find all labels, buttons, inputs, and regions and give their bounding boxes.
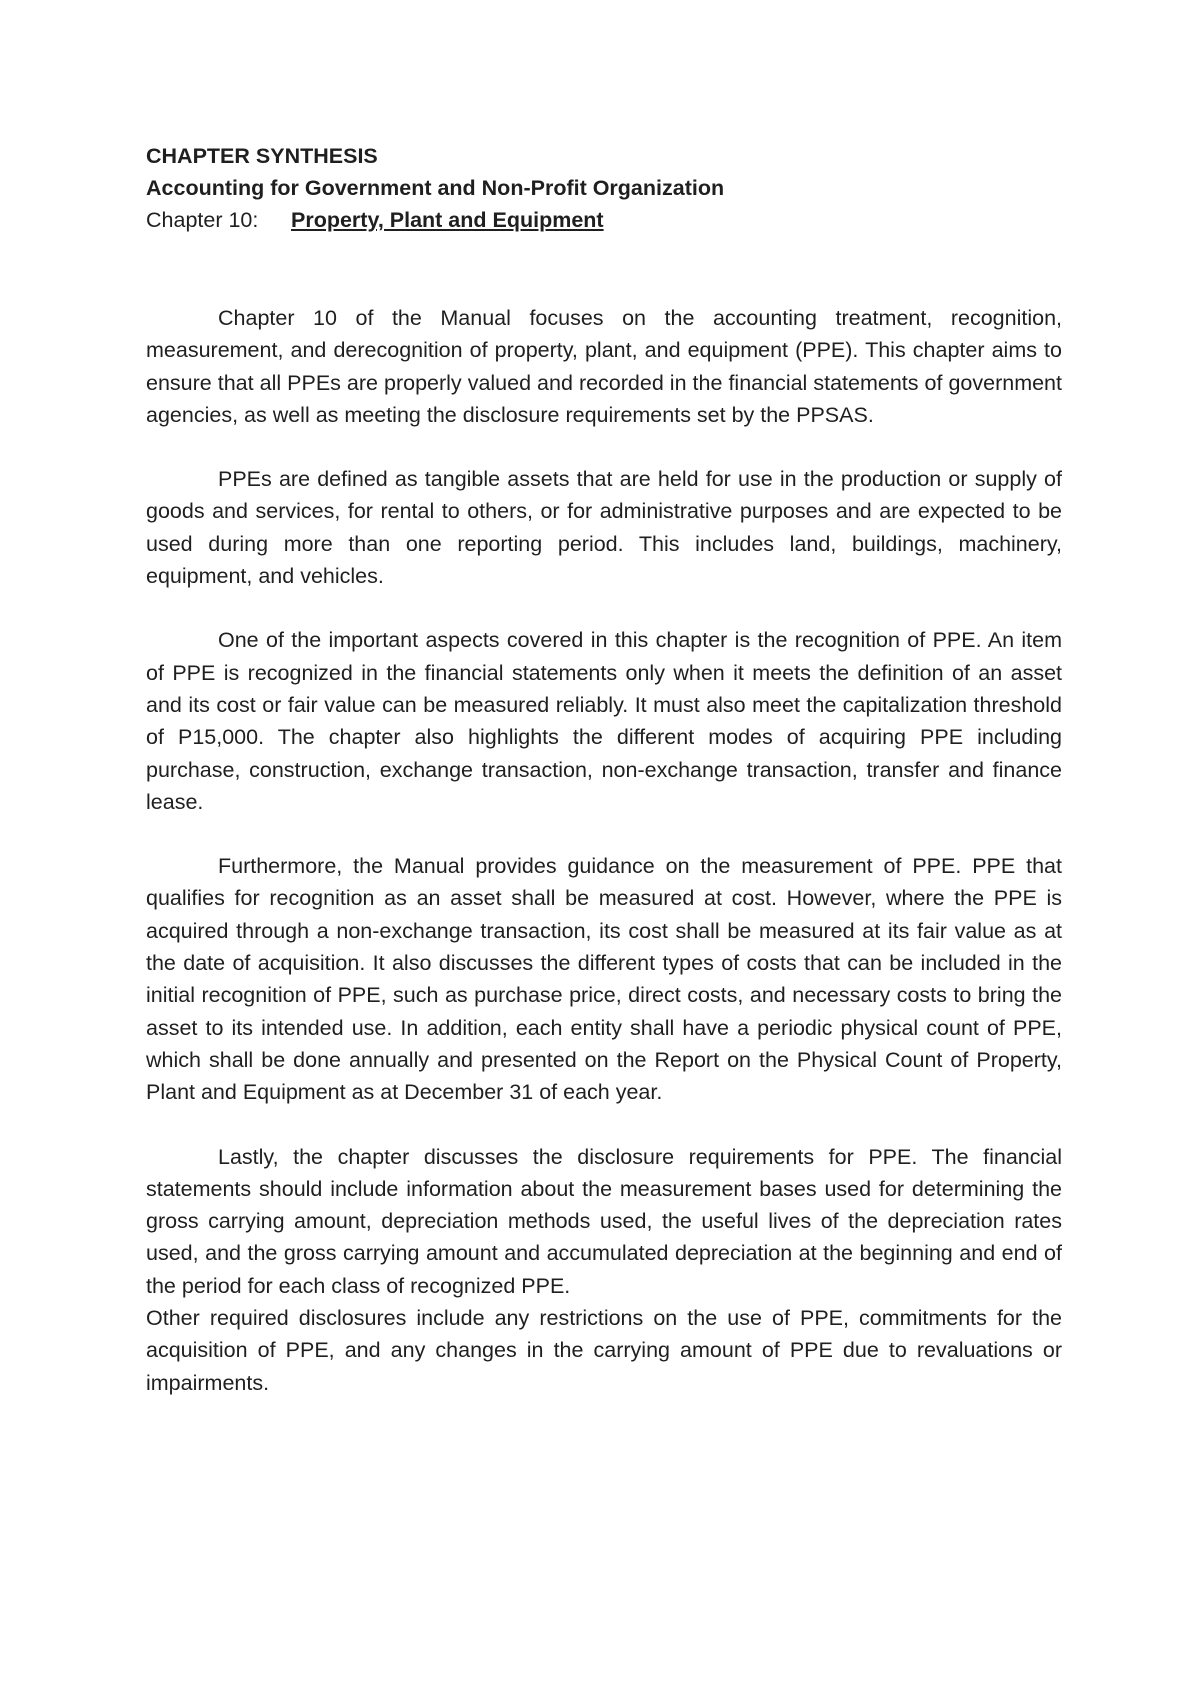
chapter-label: Chapter 10: [146, 208, 259, 232]
paragraph-disclosure: Lastly, the chapter discusses the disclosure requirements for PPE. The financial statements should include information about the measurement bases used for determining the gross carrying amount, depreciation methods used, the useful lives of the depreciation rates used, and the gross carrying amount and accumulated depreciation at the beginning and end of the period for each class of recognized PPE. [146, 1144, 1062, 1298]
document-body [146, 302, 1062, 1399]
chapter-title: Property, Plant and Equipment [291, 208, 604, 232]
document-page [146, 140, 1062, 1399]
paragraph-intro: Chapter 10 of the Manual focuses on the accounting treatment, recognition, measurement, and derecognition of property, plant, and equipment (PPE). This chapter aims to ensure that all PPEs are properly valued and recorded in the financial statements of government agencies, as well as meeting the disclosure requirements set by the PPSAS. [146, 306, 1062, 427]
document-subject: Accounting for Government and Non-Profit Organization [146, 176, 725, 200]
document-heading: CHAPTER SYNTHESIS [146, 144, 378, 168]
paragraph-definition: PPEs are defined as tangible assets that are held for use in the production or supply of goods and services, for rental to others, or for administrative purposes and are expected to be used during more than one reporting period. This includes land, buildings, machinery, equipment, and vehicles. [146, 467, 1062, 589]
paragraph-recognition: One of the important aspects covered in this chapter is the recognition of PPE. An item of PPE is recognized in the financial statements only when it meets the definition of an asset and its cost or fair value can be measured reliably. It must also meet the capitalization threshold of P15,000. The chapter also highlights the different modes of acquiring PPE including purchase, construction, exchange transaction, non-exchange transaction, transfer and finance lease. [146, 628, 1062, 814]
paragraph-measurement: Furthermore, the Manual provides guidance on the measurement of PPE. PPE that qualifies for recognition as an asset shall be measured at cost. However, where the PPE is acquired through a non-exchange transaction, its cost shall be measured at its fair value as at the date of acquisition. It also discusses the different types of costs that can be included in the initial recognition of PPE, such as purchase price, direct costs, and necessary costs to bring the asset to its intended use. In addition, each entity shall have a periodic physical count of PPE, which shall be done annually and presented on the Report on the Physical Count of Property, Plant and Equipment as at December 31 of each year. [146, 854, 1062, 1105]
chapter-line [146, 204, 1062, 236]
paragraph-other-disclosures: Other required disclosures include any restrictions on the use of PPE, commitments for the acquisition of PPE, and any changes in the carrying amount of PPE due to revaluations or impairments. [146, 1306, 1062, 1395]
